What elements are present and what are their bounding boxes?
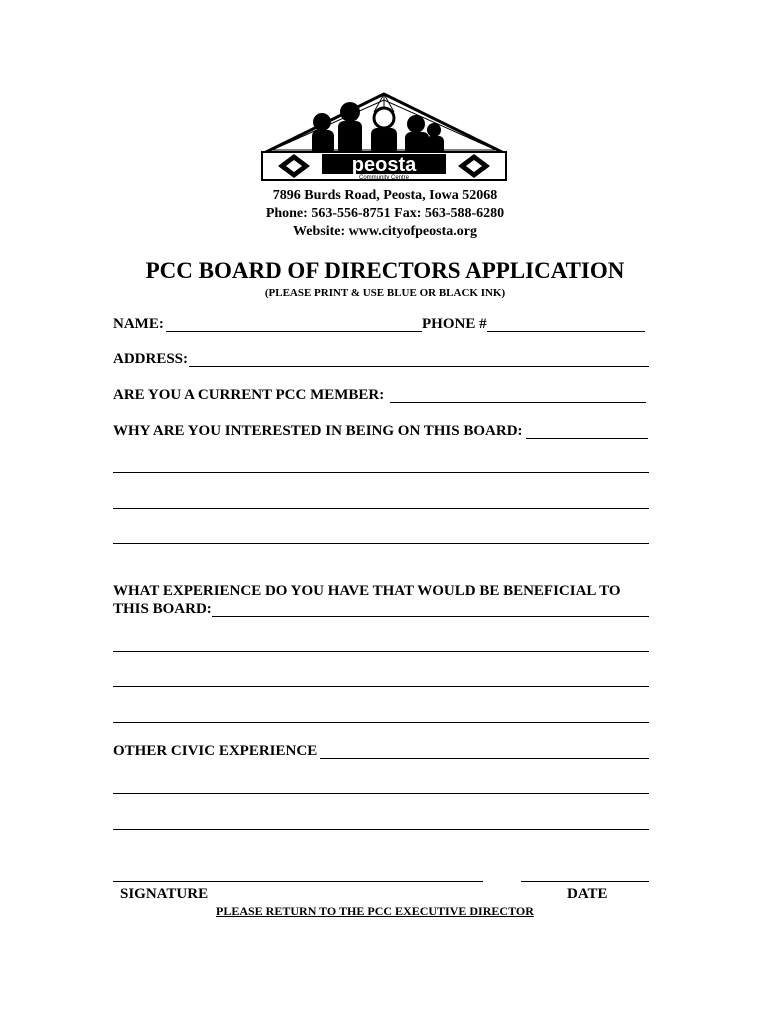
peosta-logo bbox=[258, 90, 510, 184]
community-house-logo-icon bbox=[258, 90, 510, 184]
civic-experience-line-2[interactable] bbox=[113, 793, 649, 794]
address-field[interactable] bbox=[189, 366, 649, 367]
experience-line-3[interactable] bbox=[113, 686, 649, 687]
experience-label-line-2: THIS BOARD: bbox=[113, 601, 212, 617]
street-address: 7896 Burds Road, Peosta, Iowa 52068 bbox=[272, 188, 498, 203]
page-title: PCC BOARD OF DIRECTORS APPLICATION bbox=[145, 258, 625, 283]
return-instruction: PLEASE RETURN TO THE PCC EXECUTIVE DIRECTOR bbox=[216, 904, 534, 918]
why-interested-line-4[interactable] bbox=[113, 543, 649, 544]
experience-line-4[interactable] bbox=[113, 722, 649, 723]
civic-experience-label: OTHER CIVIC EXPERIENCE bbox=[113, 743, 318, 759]
civic-experience-field[interactable] bbox=[320, 758, 649, 759]
why-interested-label: WHY ARE YOU INTERESTED IN BEING ON THIS BOARD: bbox=[113, 423, 523, 439]
name-label: NAME: bbox=[113, 316, 164, 332]
experience-label-line-1: WHAT EXPERIENCE DO YOU HAVE THAT WOULD BE BENEFICIAL TO bbox=[113, 583, 621, 599]
date-label: DATE bbox=[567, 886, 608, 902]
why-interested-line-2[interactable] bbox=[113, 472, 649, 473]
address-label: ADDRESS: bbox=[113, 351, 189, 367]
date-field[interactable] bbox=[521, 881, 649, 882]
signature-field[interactable] bbox=[113, 881, 483, 882]
website: Website: www.cityofpeosta.org bbox=[293, 224, 477, 239]
civic-experience-line-3[interactable] bbox=[113, 829, 649, 830]
signature-label: SIGNATURE bbox=[120, 886, 209, 902]
contact-block bbox=[200, 187, 570, 241]
ink-instruction: (PLEASE PRINT & USE BLUE OR BLACK INK) bbox=[264, 287, 506, 299]
member-label: ARE YOU A CURRENT PCC MEMBER: bbox=[113, 387, 385, 403]
why-interested-line-3[interactable] bbox=[113, 508, 649, 509]
phone-fax: Phone: 563-556-8751 Fax: 563-588-6280 bbox=[265, 206, 505, 221]
svg-text:Community Centre: Community Centre bbox=[358, 175, 410, 181]
why-interested-field[interactable] bbox=[526, 438, 648, 439]
name-field[interactable] bbox=[166, 331, 422, 332]
phone-field[interactable] bbox=[487, 331, 645, 332]
svg-text:peosta: peosta bbox=[351, 154, 417, 176]
member-field[interactable] bbox=[390, 402, 646, 403]
phone-label: PHONE # bbox=[422, 316, 487, 332]
experience-line-2[interactable] bbox=[113, 651, 649, 652]
experience-field[interactable] bbox=[212, 616, 649, 617]
